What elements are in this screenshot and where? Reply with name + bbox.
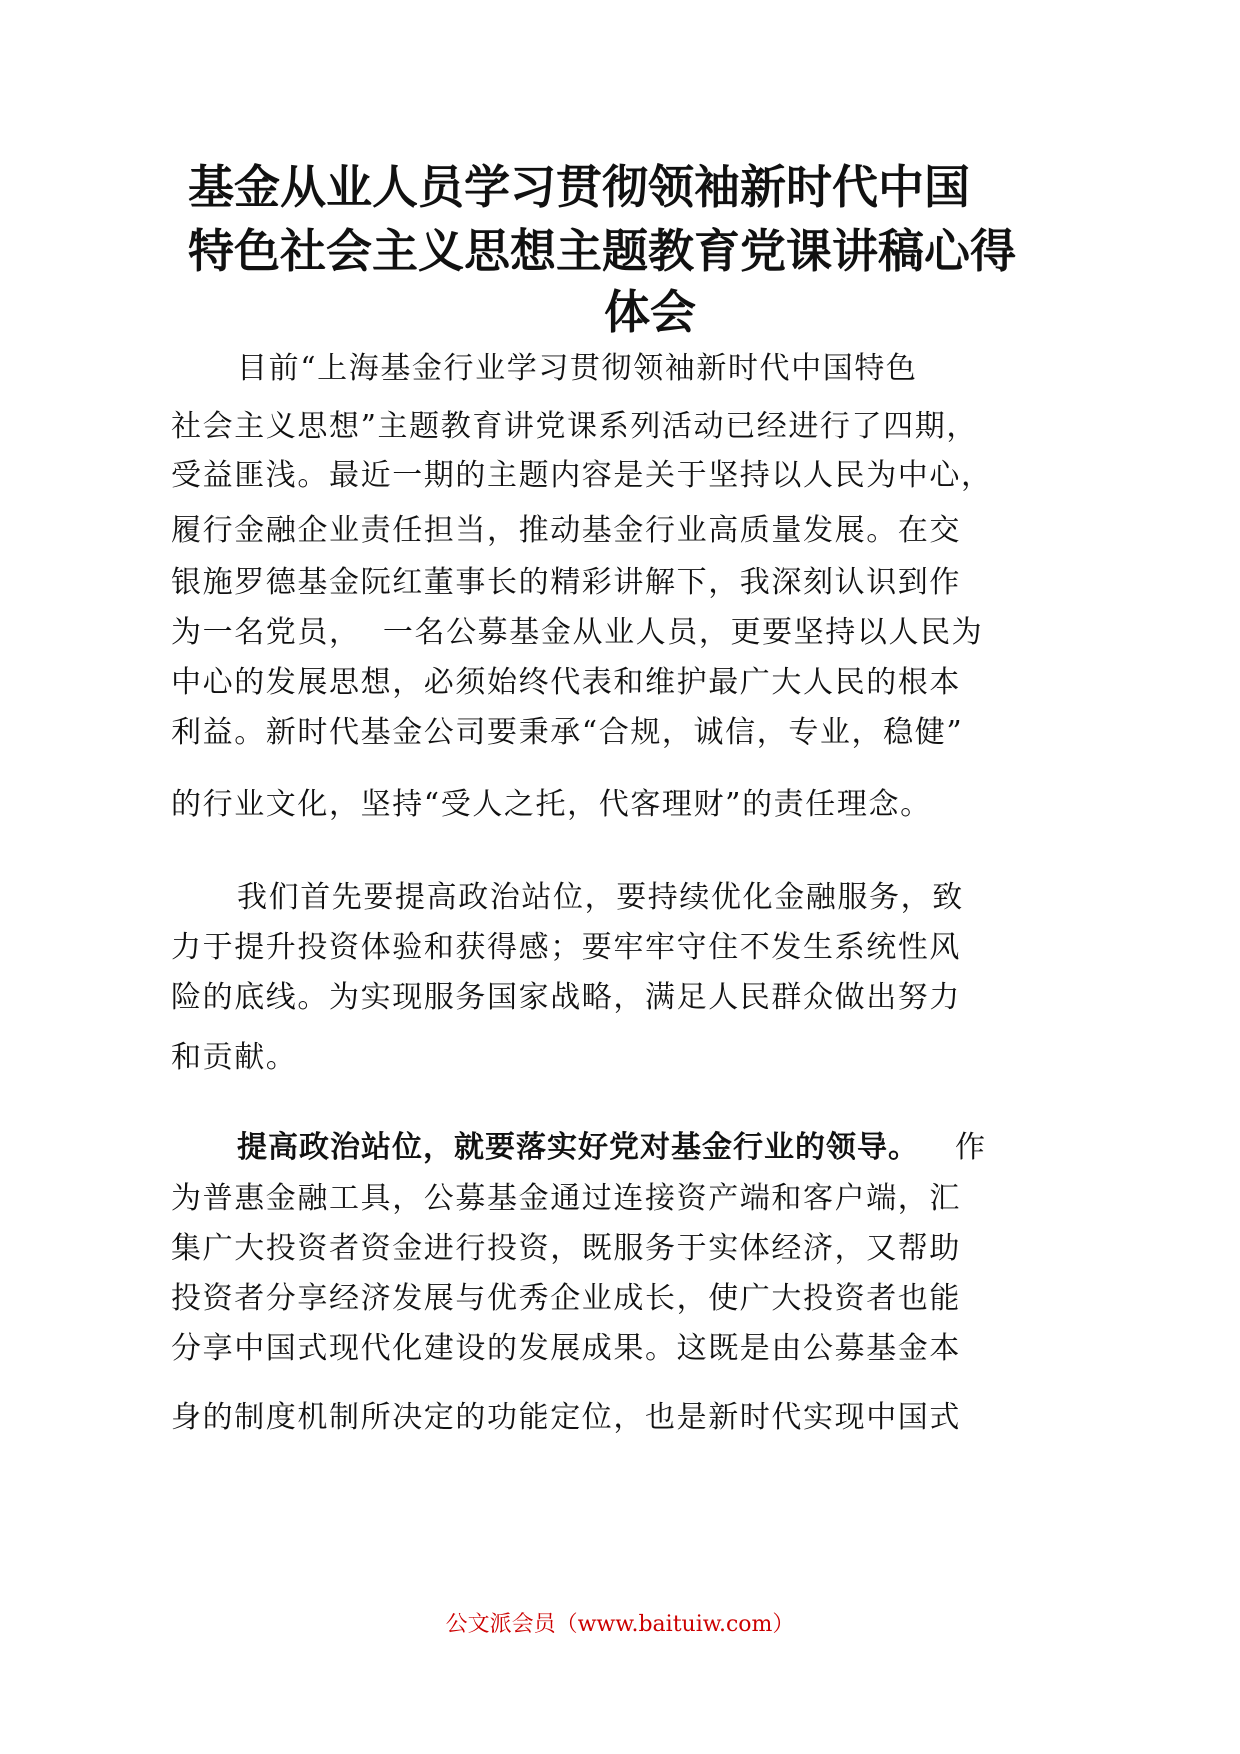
footer-watermark-link[interactable]: 公文派会员（www.baituiw.com） (445, 1612, 795, 1637)
paragraph-line: 利益。新时代基金公司要秉承“合规，诚信，专业，稳健” (171, 715, 964, 750)
paragraph-line: 的行业文化，坚持“受人之托，代客理财”的责任理念。 (171, 787, 932, 822)
doc-title-line-1: 基金从业人员学习贯彻领袖新时代中国 (188, 160, 970, 214)
paragraph-line: 银施罗德基金阮红董事长的精彩讲解下，我深刻认识到作 (171, 565, 961, 600)
paragraph-line: 和贡献。 (171, 1040, 298, 1075)
paragraph-line: 集广大投资者资金进行投资，既服务于实体经济，又帮助 (171, 1231, 961, 1266)
paragraph-line: 为一名党员， 一名公募基金从业人员，更要坚持以人民为 (171, 615, 984, 650)
paragraph-line: 履行金融企业责任担当，推动基金行业高质量发展。在交 (171, 513, 961, 548)
paragraph-text: 作 (955, 1130, 987, 1165)
paragraph-line: 身的制度机制所决定的功能定位，也是新时代实现中国式 (171, 1400, 961, 1435)
paragraph-line: 险的底线。为实现服务国家战略，满足人民群众做出努力 (171, 980, 961, 1015)
paragraph-line: 受益匪浅。最近一期的主题内容是关于坚持以人民为中心， (171, 458, 993, 493)
bold-heading: 提高政治站位，就要落实好党对基金行业的领导。 (237, 1130, 919, 1165)
paragraph-line: 为普惠金融工具，公募基金通过连接资产端和客户端，汇 (171, 1181, 961, 1216)
doc-title-line-2: 特色社会主义思想主题教育党课讲稿心得 (188, 224, 1016, 278)
paragraph-line: 分享中国式现代化建设的发展成果。这既是由公募基金本 (171, 1331, 961, 1366)
paragraph-line: 目前“上海基金行业学习贯彻领袖新时代中国特色 (237, 351, 918, 386)
paragraph-line: 我们首先要提高政治站位，要持续优化金融服务，致 (237, 880, 964, 915)
doc-title-line-3: 体会 (604, 285, 696, 339)
paragraph-line: 力于提升投资体验和获得感；要牢牢守住不发生系统性风 (171, 930, 961, 965)
paragraph-line: 社会主义思想”主题教育讲党课系列活动已经进行了四期， (171, 409, 978, 444)
paragraph-line: 投资者分享经济发展与优秀企业成长，使广大投资者也能 (171, 1281, 961, 1316)
paragraph-line (237, 1132, 987, 1164)
paragraph-line: 中心的发展思想，必须始终代表和维护最广大人民的根本 (171, 665, 961, 700)
